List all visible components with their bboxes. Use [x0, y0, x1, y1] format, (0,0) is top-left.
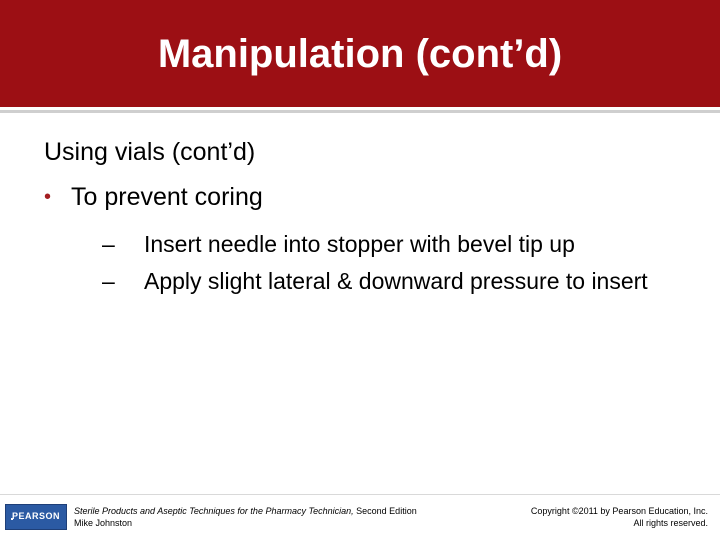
sub-item: [102, 263, 704, 300]
footer: [0, 494, 720, 540]
slide-content: [44, 136, 704, 300]
slide-title: Manipulation (cont’d): [157, 32, 563, 76]
sub-list: [102, 226, 704, 300]
pearson-logo: [5, 504, 67, 530]
bullet-dot-icon: •: [44, 186, 52, 208]
book-line: [74, 505, 417, 517]
title-bar: [0, 0, 720, 110]
heading-line: Using vials (cont’d): [44, 138, 256, 166]
copyright-line: Copyright ©2011 by Pearson Education, Inc.: [530, 506, 708, 516]
book-credit: [74, 505, 417, 529]
bullet-text: To prevent coring: [71, 183, 263, 211]
footer-divider: [0, 494, 720, 495]
sub-item-text: Apply slight lateral & downward pressure to insert: [144, 268, 648, 294]
rights-line: All rights reserved.: [633, 518, 708, 528]
book-edition: Second Edition: [353, 506, 417, 516]
sub-item: [102, 226, 704, 263]
dash-icon: –: [102, 268, 115, 294]
sub-item-text: Insert needle into stopper with bevel tip up: [144, 231, 575, 257]
book-title: Sterile Products and Aseptic Techniques for the Pharmacy Technician,: [74, 506, 354, 516]
bullet-item: [44, 181, 704, 213]
author: Mike Johnston: [74, 518, 133, 528]
logo-text: PEARSON: [12, 511, 61, 521]
copyright: [531, 505, 708, 529]
dash-icon: –: [102, 231, 115, 257]
